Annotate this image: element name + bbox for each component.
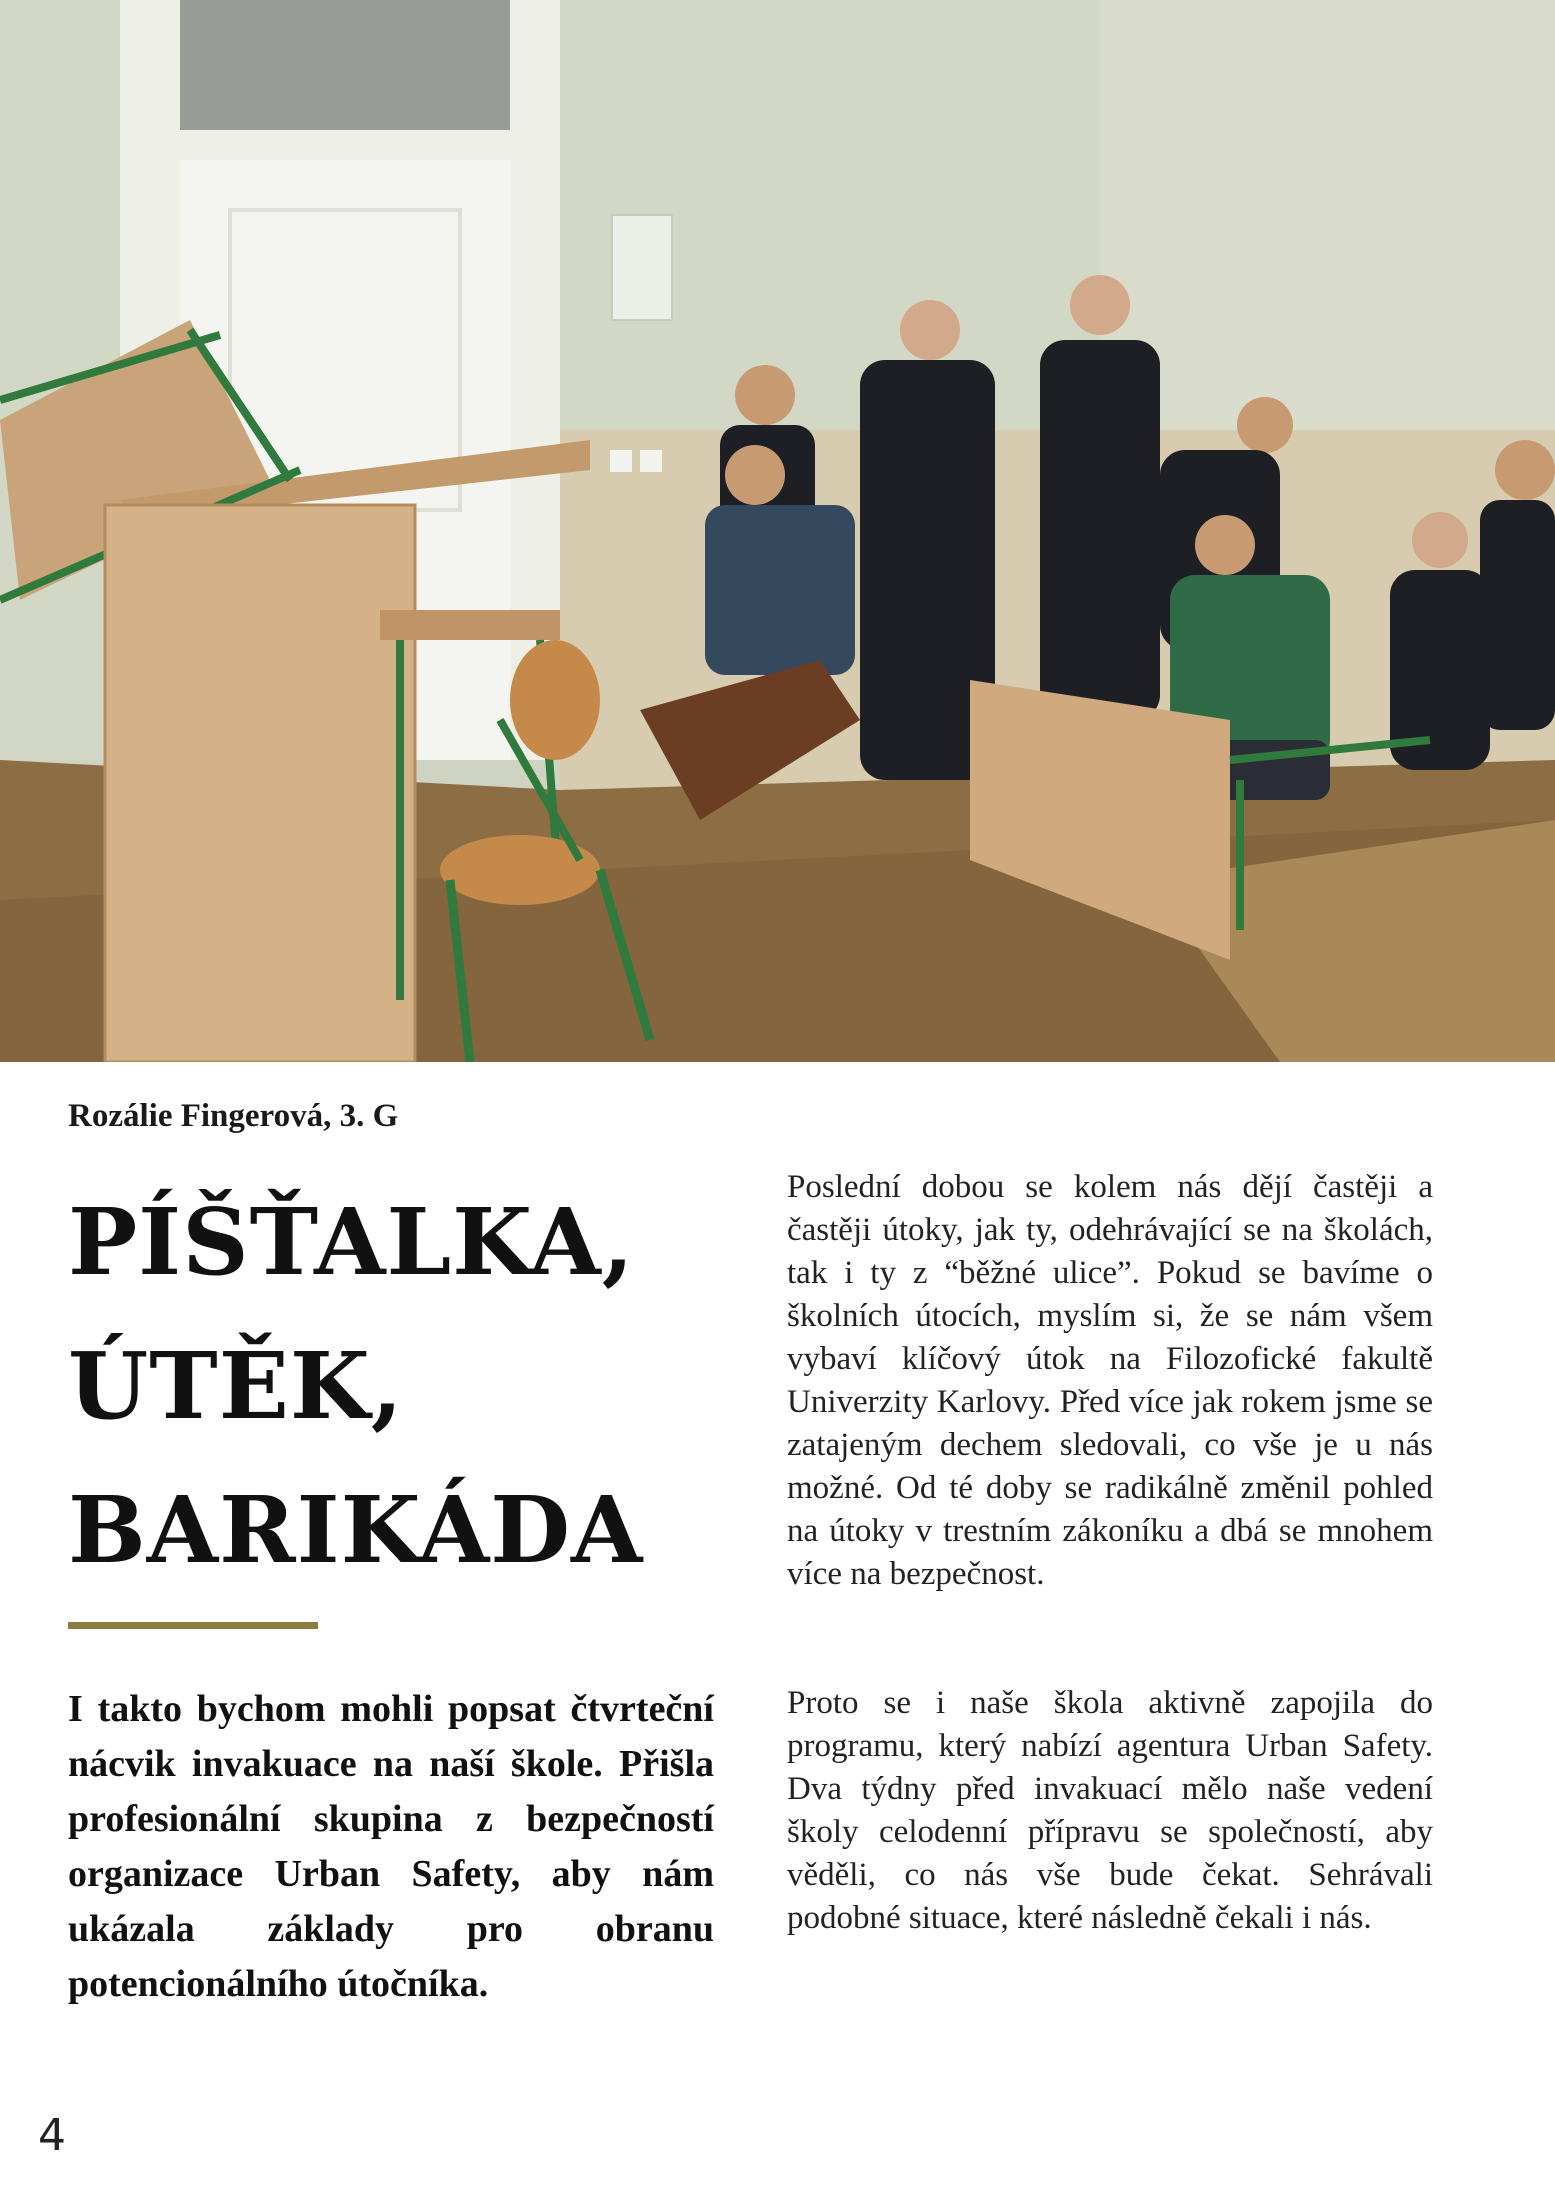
classroom-barricade-photo <box>0 0 1555 1062</box>
headline-line: BARIKÁDA <box>68 1476 644 1584</box>
body-paragraph: Poslední dobou se kolem nás dějí častěji a častěji útoky, jak ty, odehrávající se na školách, tak i ty z “běžné ulice”. Pokud se bavíme o školních útocích, myslím si, že se nám všem vybaví klíčový útok na Filozofické fakultě Univerzity Karlovy. Před více jak rokem jsme se zatajeným dechem sledovali, co vše je u nás možné. Od té doby se radikálně změnil pohled na útoky v trestním zákoníku a dbá se mnohem více na bezpečnost. <box>787 1169 1433 1592</box>
accent-divider <box>68 1622 318 1629</box>
author-byline: Rozálie Fingerová, 3. G <box>68 1098 399 1134</box>
headline-line: PÍŠŤALKA, <box>68 1188 635 1296</box>
body-paragraph: Proto se i naše škola aktivně zapojila do programu, který nabízí agentura Urban Safety. Dva týdny před invakuací mělo naše vedení školy celodenní přípravu se společností, aby věděli, co nás vše bude čekat. Sehrávali podobné situace, které následně čekali i nás. <box>787 1685 1433 1936</box>
headline-line: ÚTĚK, <box>68 1332 404 1440</box>
article-headline <box>68 1170 688 1602</box>
page-number: 4 <box>38 2110 66 2161</box>
lead-paragraph: I takto bychom mohli popsat čtvrteční nácvik invakuace na naší škole. Přišla profesionální skupina z bezpečností organizace Urban Safety, aby nám ukázala základy pro obranu potencionálního útočníka. <box>68 1688 714 2005</box>
article-photo <box>0 0 1555 1062</box>
